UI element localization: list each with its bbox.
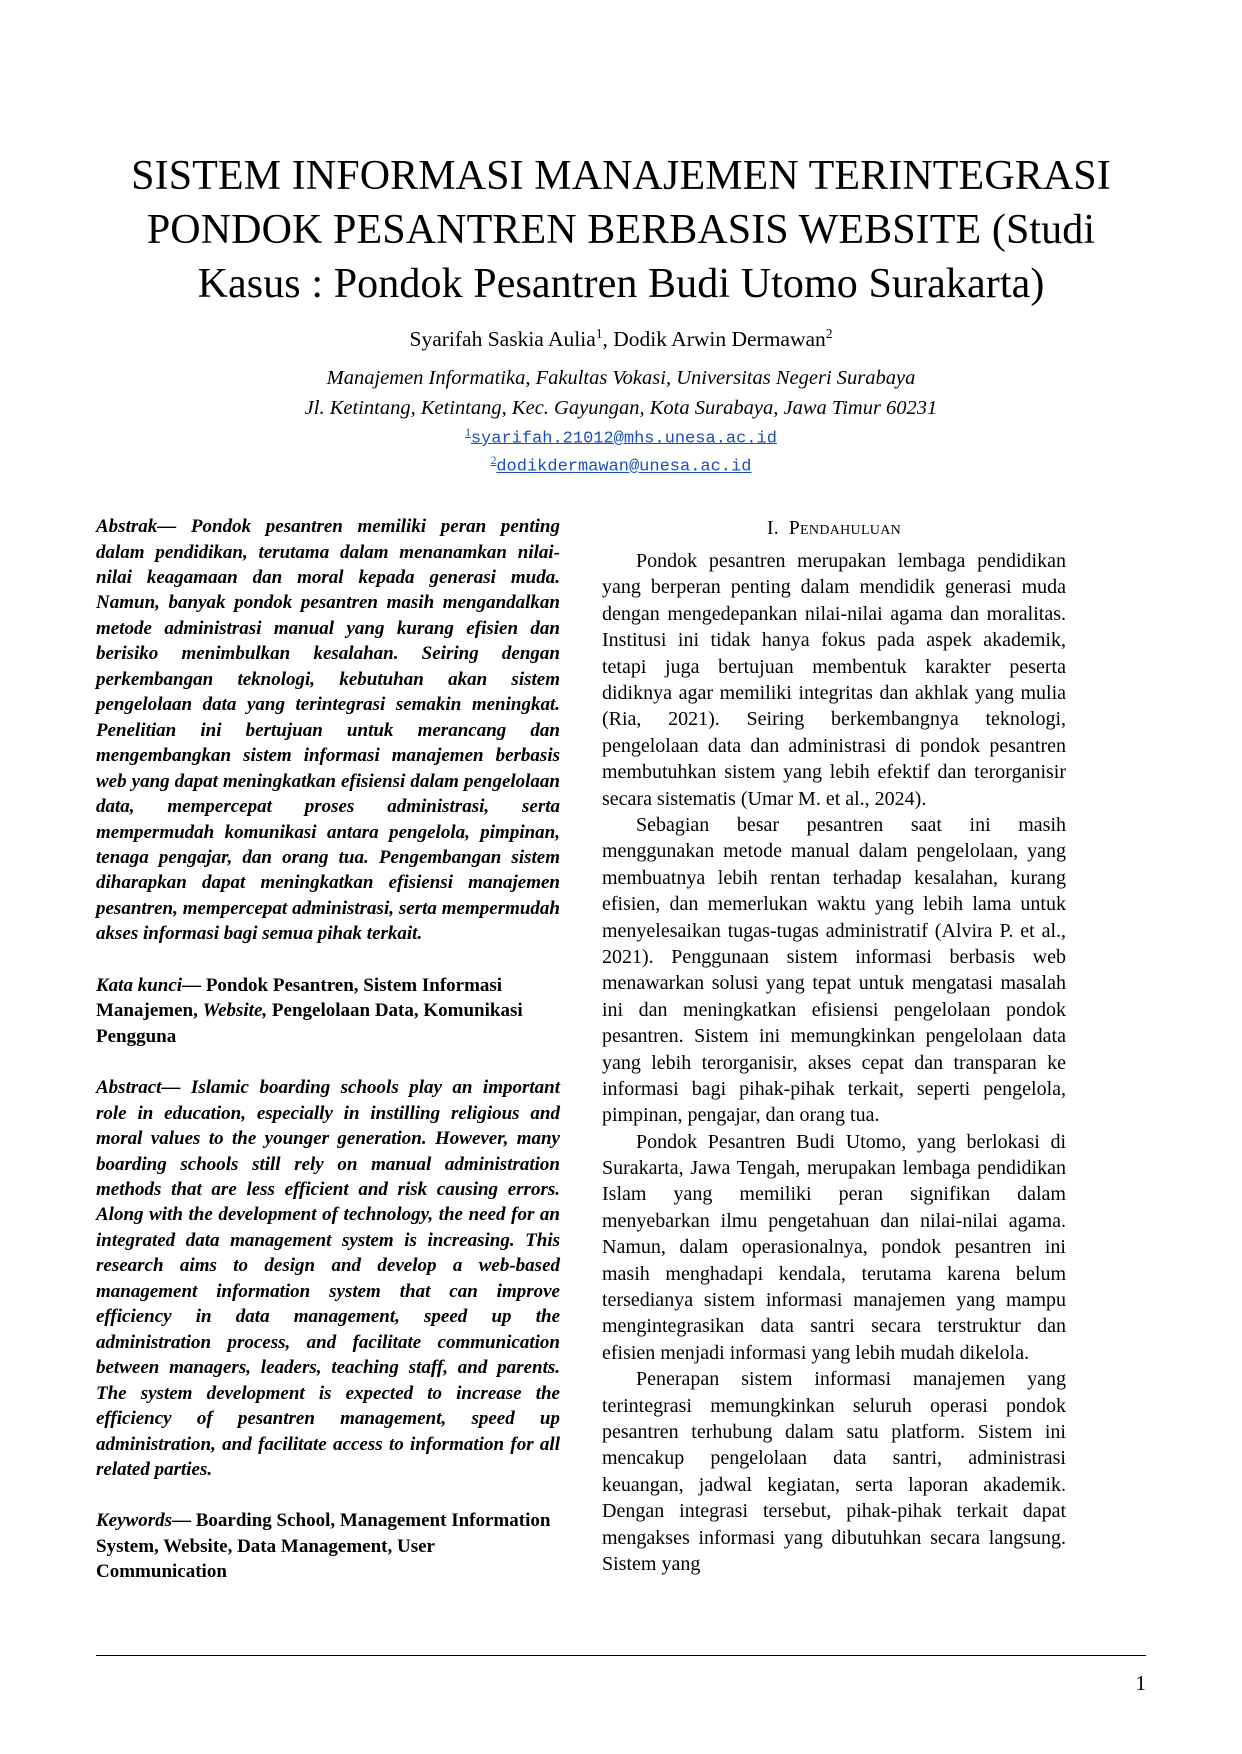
email-line-1 — [96, 424, 1146, 452]
email-line-2 — [96, 452, 1146, 480]
author-name-2: Dodik Arwin Dermawan — [613, 327, 826, 352]
page-number: 1 — [1135, 1671, 1146, 1695]
keywords-text: Boarding School, Management Information System, Website, Data Management, User Communication — [96, 1510, 551, 1583]
email-marker-1: 1 — [465, 425, 471, 439]
body-paragraph: Pondok pesantren merupakan lembaga pendidikan yang berperan penting dalam mendidik generasi muda dengan mengedepankan nilai-nilai agama dan moralitas. Institusi ini tidak hanya fokus pada aspek akademik, tetapi juga bertujuan membentuk karakter peserta didiknya agar memiliki integritas dan akhlak yang mulia (Ria, 2021). Seiring berkembangnya teknologi, pengelolaan data dan administrasi di pondok pesantren membutuhkan sistem yang lebih efektif dan terorganisir secara sistematis (Umar M. et al., 2024). — [602, 550, 1066, 810]
abstrak-label: Abstrak— — [96, 516, 191, 538]
kata-kunci-dash: — — [182, 974, 206, 996]
page-title: SISTEM INFORMASI MANAJEMEN TERINTEGRASI PONDOK PESANTREN BERBASIS WEBSITE (Studi Kasus : Pondok Pesantren Budi Utomo Surakarta) — [131, 153, 1111, 307]
two-column-body — [96, 514, 1146, 1611]
kata-kunci — [96, 973, 560, 1049]
kata-kunci-part-1: Pondok Pesantren, Sistem Informasi Manajemen, — [96, 974, 503, 1022]
email-marker-2: 2 — [490, 453, 497, 467]
abstrak-indonesian — [96, 514, 560, 947]
abstrak-text: Pondok pesantren memiliki peran penting dalam pendidikan, terutama dalam menanamkan nilai-nilai keagamaan dan moral kepada generasi muda. Namun, banyak pondok pesantren masih mengandalkan metode administrasi manual yang kurang efisien dan berisiko menimbulkan kesalahan. Seiring dengan perkembangan teknologi, kebutuhan akan sistem pengelolaan data yang terintegrasi semakin meningkat. Penelitian ini bertujuan untuk merancang dan mengembangkan sistem informasi manajemen berbasis web yang dapat meningkatkan efisiensi dalam pengelolaan data, mempercepat proses administrasi, serta mempermudah komunikasi antara pengelola, pimpinan, tenaga pengajar, dan orang tua. Pengembangan sistem diharapkan dapat meningkatkan efisiensi manajemen pesantren, mempercepat administrasi, serta mempermudah akses informasi bagi semua pihak terkait. — [96, 516, 560, 945]
body-paragraph: Pondok Pesantren Budi Utomo, yang berlokasi di Surakarta, Jawa Tengah, merupakan lembaga pendidikan Islam yang memiliki peran signifikan dalam menyebarkan ilmu pengetahuan dan nilai-nilai agama. Namun, dalam operasionalnya, pondok pesantren ini masih menghadapi kendala, terutama karena belum tersedianya sistem informasi manajemen yang mampu mengintegrasikan data santri secara terstruktur dan efisien menjadi informasi yang lebih mudah dikelola. — [602, 1130, 1066, 1364]
body-paragraph: Penerapan sistem informasi manajemen yang terintegrasi memungkinkan seluruh operasi pondok pesantren terhubung dalam satu platform. Sistem ini mencakup pengelolaan data santri, administrasi keuangan, jadwal kegiatan, serta laporan akademik. Dengan integrasi tersebut, pihak-pihak terkait dapat mengakses informasi yang dibutuhkan secara langsung. Sistem yang — [602, 1368, 1066, 1575]
section-heading-pendahuluan — [602, 518, 1066, 540]
author-separator: , — [602, 327, 614, 352]
keywords-dash: — — [172, 1510, 196, 1532]
author-marker-2: 2 — [825, 326, 833, 342]
keywords-label: Keywords — [96, 1510, 172, 1532]
kata-kunci-italic: Website, — [202, 1000, 268, 1022]
left-column — [96, 514, 560, 1611]
kata-kunci-part-2: Pengelolaan Data, Komunikasi Pengguna — [96, 1000, 523, 1047]
abstract-english — [96, 1075, 560, 1482]
keywords-english — [96, 1508, 560, 1584]
section-title: Pendahuluan — [788, 518, 902, 540]
email-link-2[interactable]: dodikdermawan@unesa.ac.id — [496, 457, 752, 477]
footer-divider — [96, 1655, 1146, 1656]
affiliation-line-1: Manajemen Informatika, Fakultas Vokasi, Universitas Negeri Surabaya — [326, 367, 916, 390]
body-paragraph: Sebagian besar pesantren saat ini masih menggunakan metode manual dalam pengelolaan, yang membuatnya lebih rentan terhadap kesalahan, kurang efisien, dan memerlukan waktu yang lebih lama untuk menyelesaikan tugas-tugas administratif (Alvira P. et al., 2021). Penggunaan sistem informasi berbasis web menawarkan solusi yang tepat untuk mengatasi masalah ini dan meningkatkan efisiensi pengelolaan pondok pesantren. Sistem ini memungkinkan pengelolaan data yang lebih terorganisir, akses cepat dan transparan ke informasi bagi pihak-pihak terkait, seperti pengelola, pimpinan, pengajar, dan orang tua. — [602, 814, 1066, 1127]
email-link-1[interactable]: syarifah.21012@mhs.unesa.ac.id — [470, 429, 777, 449]
abstract-label: Abstract— — [96, 1077, 191, 1099]
abstract-text: Islamic boarding schools play an important role in education, especially in instilling religious and moral values to the younger generation. However, many boarding schools still rely on manual administration methods that are less efficient and risk causing errors. Along with the development of technology, the need for an integrated data management system is increasing. This research aims to design and develop a web-based management information system that can improve efficiency in data management, speed up the administration process, and facilitate communication between managers, leaders, teaching staff, and parents. The system development is expected to increase the efficiency of pesantren management, speed up administration, and facilitate access to information for all related parties. — [96, 1077, 560, 1480]
kata-kunci-label: Kata kunci — [96, 974, 183, 996]
author-list — [96, 325, 1146, 354]
right-column — [602, 514, 1066, 1577]
author-marker-1: 1 — [595, 326, 603, 342]
author-name-1: Syarifah Saskia Aulia — [409, 327, 596, 352]
section-number: I. — [766, 518, 779, 540]
affiliation-line-2: Jl. Ketintang, Ketintang, Kec. Gayungan, Kota Surabaya, Jawa Timur 60231 — [304, 397, 938, 420]
